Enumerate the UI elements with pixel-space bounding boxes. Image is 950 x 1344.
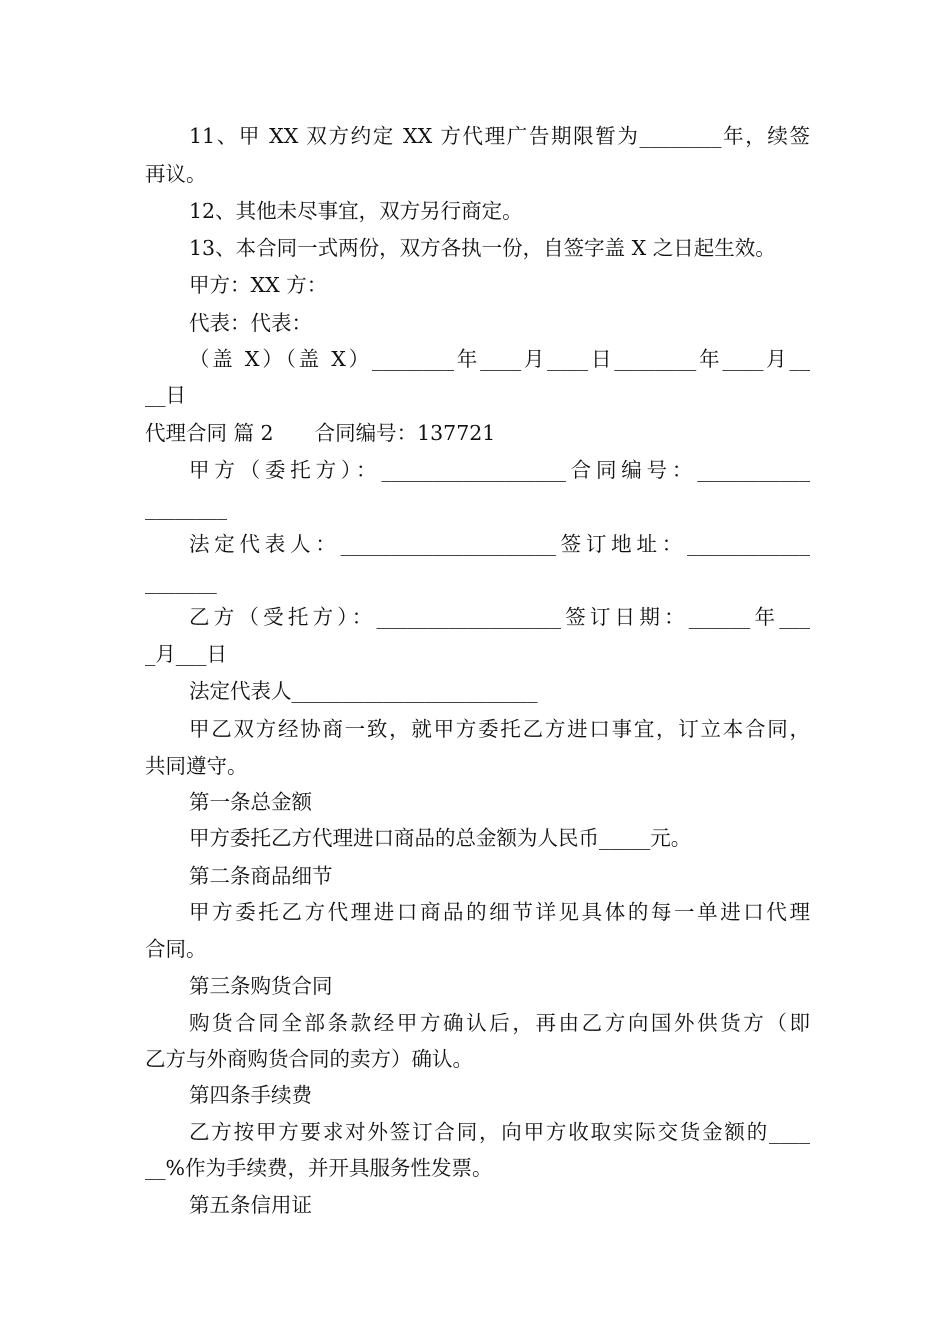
party-b-field-line-1: 乙方（受托方）：__________________签订日期：______年___ [189, 605, 810, 629]
party-b-field-line-2: _月___日 [145, 642, 227, 666]
clause-13: 13、本合同一式两份，双方各执一份，自签字盖 X 之日起生效。 [189, 236, 776, 260]
article-5-title: 第五条信用证 [189, 1193, 312, 1217]
clause-11-line-1: 11、甲 XX 双方约定 XX 方代理广告期限暂为________年，续签 [189, 124, 810, 148]
section-title-contract-2: 代理合同 篇 2 合同编号：137721 [145, 421, 496, 445]
representative-label: 代表：代表： [189, 311, 312, 335]
clause-12: 12、其他未尽事宜，双方另行商定。 [189, 199, 523, 223]
article-3-title: 第三条购货合同 [189, 974, 333, 998]
article-3-body-line-2: 乙方与外商购货合同的卖方）确认。 [145, 1047, 473, 1071]
article-4-body-line-1: 乙方按甲方要求对外签订合同，向甲方收取实际交货金额的____ [189, 1120, 810, 1144]
article-1-title: 第一条总金额 [189, 790, 312, 814]
legal-rep-b-field: 法定代表人________________________ [189, 679, 538, 703]
article-2-body-line-2: 合同。 [145, 937, 207, 961]
seal-date-line-1: （盖 X）（盖 X）________年____月____日________年____月__ [189, 347, 810, 371]
party-a-field-line-1: 甲方（委托方）：__________________合同编号：___________ [189, 458, 810, 482]
seal-date-line-2: __日 [145, 383, 186, 407]
party-a-label: 甲方：XX 方： [189, 273, 328, 297]
party-a-field-line-2: ________ [145, 496, 227, 520]
article-1-body: 甲方委托乙方代理进口商品的总金额为人民币_____元。 [189, 826, 692, 850]
preamble-line-2: 共同遵守。 [145, 754, 248, 778]
preamble-line-1: 甲乙双方经协商一致，就甲方委托乙方进口事宜，订立本合同， [189, 717, 810, 741]
clause-11-line-2: 再议。 [145, 162, 207, 186]
article-4-title: 第四条手续费 [189, 1083, 312, 1107]
legal-rep-field-line-2: _______ [145, 570, 217, 594]
legal-rep-field-line-1: 法定代表人：_____________________签订地址：____________ [189, 532, 810, 556]
article-3-body-line-1: 购货合同全部条款经甲方确认后，再由乙方向国外供货方（即 [189, 1011, 810, 1035]
article-4-body-line-2: __%作为手续费，并开具服务性发票。 [145, 1156, 493, 1180]
article-2-title: 第二条商品细节 [189, 864, 333, 888]
article-2-body-line-1: 甲方委托乙方代理进口商品的细节详见具体的每一单进口代理 [189, 900, 810, 924]
